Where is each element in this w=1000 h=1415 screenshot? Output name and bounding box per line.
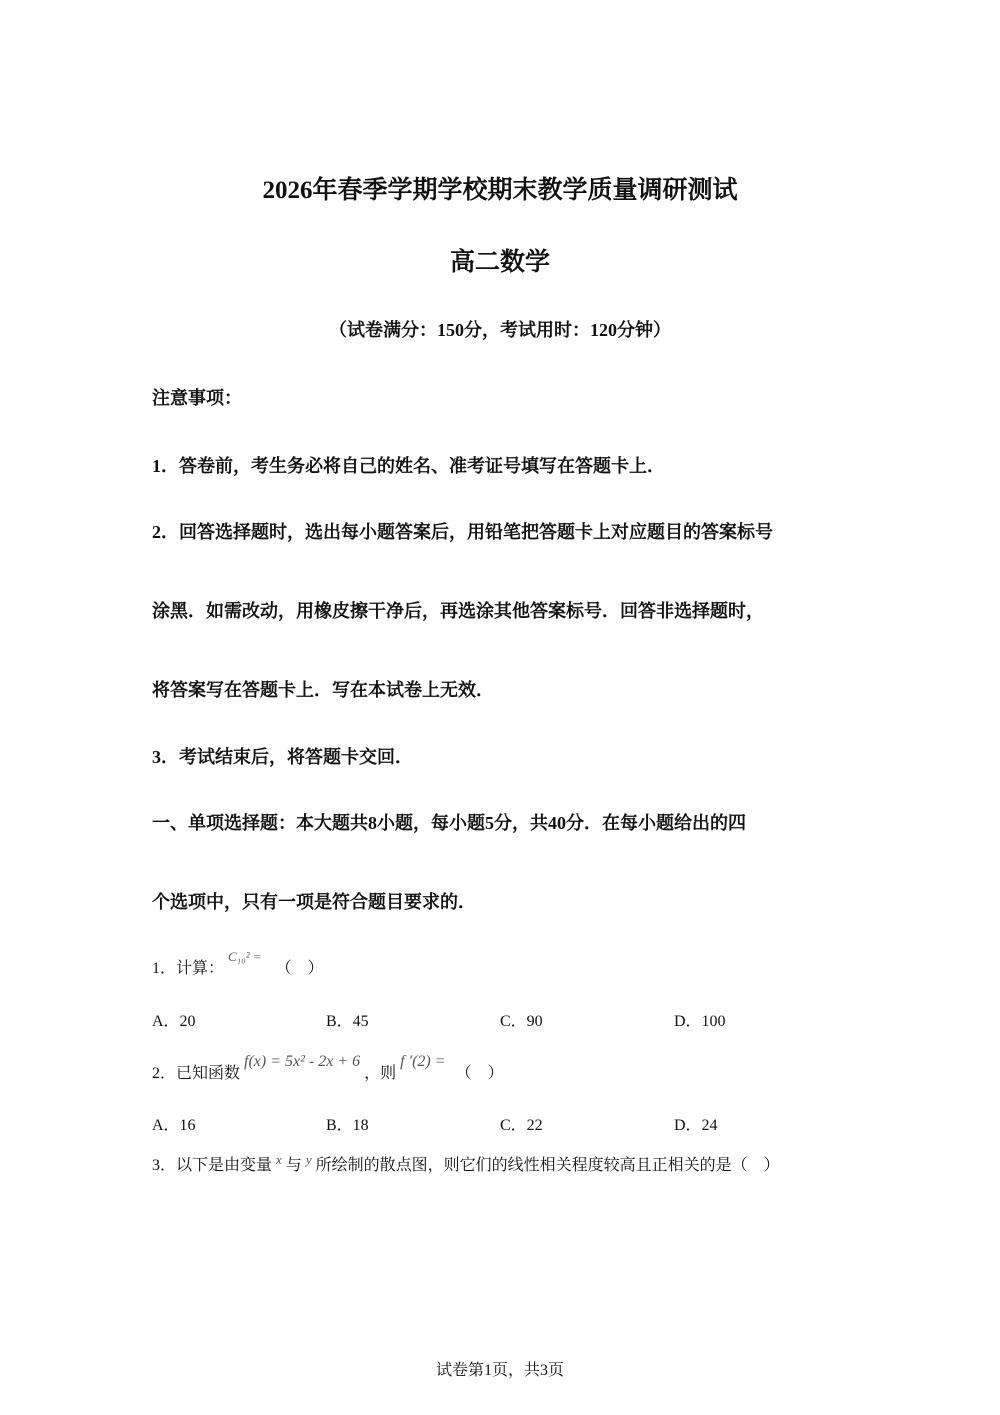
question-mid: ，则 (364, 1065, 397, 1082)
note-line: 1．答卷前，考生务必将自己的姓名、准考证号填写在答题卡上． (152, 456, 665, 476)
exam-subject: 高二数学 (449, 249, 550, 276)
option-a: A．20 (152, 1013, 196, 1030)
question-2 (152, 1053, 504, 1083)
question-prefix: 2．已知函数 (152, 1065, 241, 1082)
note-line: 将答案写在答题卡上．写在本试卷上无效． (152, 680, 494, 700)
question-text: 所绘制的散点图，则它们的线性相关程度较高且正相关的是（ ） (315, 1157, 780, 1174)
notes-heading: 注意事项： (152, 388, 242, 408)
formula: C₁₀² = (228, 949, 262, 964)
question-mid: 与 (285, 1157, 302, 1174)
formula: f(x) = 5x² - 2x + 6 (244, 1053, 361, 1070)
option-c: C．22 (500, 1117, 543, 1134)
question-1 (152, 949, 324, 978)
question-3 (152, 1152, 780, 1175)
option-d: D．100 (674, 1013, 726, 1030)
option-c: C．90 (500, 1013, 543, 1030)
answer-blank: （ ） (275, 960, 324, 977)
question-prefix: 3．以下是由变量 (152, 1157, 273, 1174)
exam-meta: （试卷满分：150分，考试用时：120分钟） (329, 320, 671, 340)
note-line: 3．考试结束后，将答题卡交回． (152, 747, 413, 767)
option-d: D．24 (674, 1117, 718, 1134)
section-heading: 一、单项选择题：本大题共8小题，每小题5分，共40分．在每小题给出的四 (152, 813, 746, 833)
answer-blank: （ ） (455, 1065, 504, 1082)
section-heading-cont: 个选项中，只有一项是符合题目要求的． (152, 892, 476, 912)
variable-y: y (305, 1152, 312, 1167)
variable-x: x (276, 1152, 282, 1167)
option-b: B．45 (326, 1013, 369, 1030)
option-b: B．18 (326, 1117, 369, 1134)
exam-title: 2026年春季学期学校期末教学质量调研测试 (262, 177, 738, 204)
option-a: A．16 (152, 1117, 196, 1134)
formula: f ′(2) = (400, 1053, 446, 1070)
note-line: 2．回答选择题时，选出每小题答案后，用铅笔把答题卡上对应题目的答案标号 (152, 522, 773, 542)
note-line: 涂黑．如需改动，用橡皮擦干净后，再选涂其他答案标号．回答非选择题时， (152, 601, 764, 621)
page-footer: 试卷第1页，共3页 (435, 1362, 564, 1379)
question-prefix: 1．计算： (152, 960, 225, 977)
